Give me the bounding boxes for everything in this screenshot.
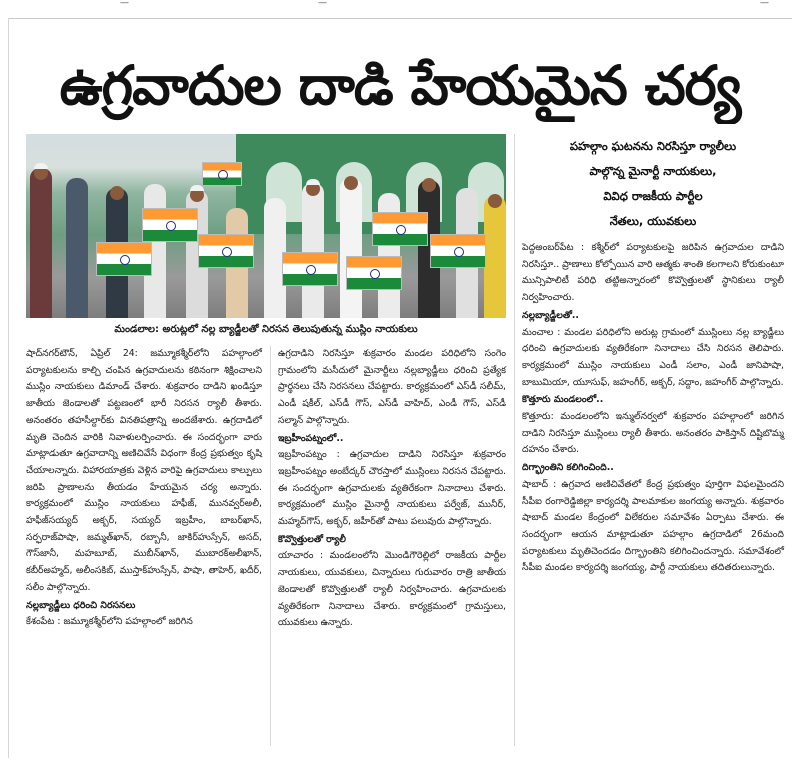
section-title: కొత్తూరు మండలంలో.. [522,394,604,406]
column-rule [270,346,271,746]
subheading [522,134,784,234]
cut-text: — [760,0,769,8]
indian-flag [430,234,486,268]
subheading-line: పహల్గాం ఘటనను నిరసిస్తూ ర్యాలీలు [569,139,737,153]
subheading-line: పాల్గొన్న మైనార్టీ నాయకులు, [589,164,717,178]
indian-flag [346,256,402,290]
section-title: కొవ్వొత్తులతో ర్యాలీ [278,533,346,545]
photo-person [340,178,362,318]
column-rule [514,134,515,746]
cut-text: — [120,0,129,8]
photo-person [30,168,52,318]
photo-head [110,186,124,200]
indian-flag [372,212,428,246]
article-column-3 [522,240,784,577]
photo-person [302,183,324,318]
section-title: నల్లబ్యాడ్జీలు ధరించి నిరసనలు [26,599,136,611]
article-paragraph: కేశంపేట : జమ్మూకశ్మీర్‌లోని పహల్గాంలో జరిగిన [26,616,193,628]
news-photo [26,134,506,318]
subheading-line: వివిధ రాజకీయ పార్టీల [603,189,703,203]
photo-caption: మండలాల: అరుట్లలో నల్ల బ్యాడ్జీలతో నిరసన తెలుపుతున్న ముస్లిం నాయకులు [114,324,418,335]
photo-person [66,178,88,318]
section-title: దిగ్భ్రాంతిని కలిగించింది.. [522,462,614,474]
photo-head [488,194,502,208]
article-column-1 [26,346,262,631]
photo-cap [34,163,48,169]
previous-article-strip [0,0,800,14]
top-rule [8,18,792,19]
article-paragraph: కొత్తూరు: మండలంలోని ఇన్ముల్‌నర్వలో శుక్రవారం పహల్గాంలో జరిగిన దాడిని నిరసిస్తూ ముస్లింలు ర్యాలీ తీశారు. అనంతరం పాకిస్తాన్‌ దిష్టిబొమ్మ దహనం చేశారు. [522,411,784,456]
article-paragraph: ఉగ్రదాడిని నిరసిస్తూ శుక్రవారం మండల పరిధిలోని సంగెం గ్రామంలోని మసీదులో మైనార్టీలు నల్లబ్యాడ్జీలు ధరించి ప్రత్యేక ప్రార్థనలు చేసి నిరసనలు చేపట్టారు. కార్యక్రమంలో ఎస్‌డీ సలీమ్‌, ఎండీ షకీల్‌, ఎస్‌డీ గౌస్‌, ఎస్‌డీ వాహిద్‌, ఎండీ గౌస్‌, ఎస్‌డీ సల్మాన్‌ పాల్గొన్నారు. [278,348,506,426]
indian-flag [142,208,198,242]
article-paragraph: యాచారం : మండలంలోని మొండిగౌరెల్లిలో రాజకీయ పార్టీల నాయకులు, యువకులు, చిన్నారులు గురువారం రాత్రి జాతీయ జెండాలతో కొవ్వొత్తులతో ర్యాలీ నిర్వహించారు. ఉగ్రవాదులకు వ్యతిరేకంగా నినాదాలు చేశారు. కార్యక్రమంలో గ్రామస్తులు, యువకులు ఉన్నారు. [278,550,506,629]
left-rule [8,18,9,758]
article-paragraph: మంచాల : మండల పరిధిలోని అరుట్ల గ్రామంలో ముస్లింలు నల్ల బ్యాడ్జీలు ధరించి ఉగ్రవాదులకు వ్యతిరేకంగా నినాదాలు చేసి నిరసన తెలిపారు. కార్యక్రమంలో ముస్లిం నాయకులు ఎండీ సలాం, ఎండీ జానిపాషా, బాబుమియా, యూసుఫ్‌, జహంగీర్‌, అక్బర్‌, సద్దాం, జహంగీర్‌ పాల్గొన్నారు. [522,326,784,388]
headline: ఉగ్రవాదుల దాడి హేయమైన చర్య [59,54,741,117]
indian-flag [282,252,338,286]
section-title: ఇబ్రహీంపట్నంలో.. [278,432,344,444]
indian-flag [96,242,152,276]
article-column-2 [278,346,506,632]
subheading-line: నేతలు, యువకులు [609,214,697,228]
article-paragraph: ఇబ్రహీంపట్నం : ఉగ్రవాదుల దాడిని నిరసిస్తూ శుక్రవారం ఇబ్రహీంపట్నం అంబేద్కర్‌ చౌరస్తాలో ముస్లింలు నిరసన చేపట్టారు. ఈ సందర్భంగా ఉగ్రవాదులకు వ్యతిరేకంగా నినాదాలు చేశారు. కార్యక్రమంలో ముస్లిం మైనార్టీ నాయకులు పర్వేజ్‌, మునీర్‌, మహ్మద్‌గౌస్‌, అక్బర్‌, జహీర్‌తో పాటు పలువురు పాల్గొన్నారు. [278,449,506,528]
indian-flag [202,162,242,186]
indian-flag [198,234,254,268]
section-title: నల్లబ్యాడ్జీలతో.. [522,309,579,321]
photo-head [344,176,358,190]
article-paragraph: షాద్‌నగర్‌టౌన్‌, ఏప్రిల్‌ 24: జమ్మూకశ్మీర్‌లోని పహల్గాంలో పర్యాటకులను కాల్చి చంపిన ఉగ్రవాదులను కఠినంగా శిక్షించాలని ముస్లిం నాయకులు డిమాండ్‌ చేశారు. శుక్రవారం దాడిని ఖండిస్తూ జాతీయ జెండాలతో పట్టణంలో భారీ నిరసన ర్యాలీ తీశారు. అనంతరం తహసీల్దార్‌కు వినతిపత్రాన్ని అందజేశారు. ఉగ్రదాడిలో మృతి చెందిన వారికి నివాళులర్పించారు. ఈ సందర్భంగా వారు మాట్లాడుతూ ఉగ్రవాదాన్ని అణిచివేసే విధంగా కేంద్ర ప్రభుత్వం కృషి చేయాలన్నారు. విహారయాత్రకు వెళ్లిన వారిపై ఉగ్రవాదులు కాల్పులు జరిపి ప్రాణాలను తీయడం హేయమైన చర్య అన్నారు. కార్యక్రమంలో ముస్లిం నాయకులు హఫీజ్‌, మునవ్వర్‌అలీ, హఫీజ్‌సయ్యద్‌ అక్బర్‌, సయ్యద్‌ ఇబ్రహీం, బాబర్‌ఖాన్‌, సర్ఫరాజ్‌పాషా, జమ్మత్‌ఖాన్‌, రబ్బానీ, జాకిర్‌హుస్సేన్‌, అసద్‌, గౌస్‌జానీ, మహబూబ్‌, ముబీన్‌ఖాన్‌, ముబారక్‌అలీఖాన్‌, కబీర్‌అహ్మద్‌, అలీంసకిబ్‌, ముస్తాక్‌హుస్సేన్‌, పాషా, తాహెర్‌, ఖదీర్‌, సలీం పాల్గొన్నారు. [26,348,262,593]
photo-head [422,178,436,192]
cut-text: — [318,0,327,8]
article-paragraph: పెద్దఅంబర్‌పేట : కశ్మీర్‌లో పర్యాటకులపై జరిపిన ఉగ్రవాదుల దాడిని నిరసిస్తూ.. ప్రాణాలు కోల్పోయిన వారి ఆత్మకు శాంతి కలగాలని కోరుకుంటూ మున్సిపాలిటీ పరిధి తట్టిఅన్నారంలో కొవ్వొత్తులతో స్థానికులు ర్యాలీ నిర్వహించారు. [522,242,784,304]
photo-person [484,196,506,318]
article-paragraph: షాబాద్‌ : ఉగ్రవాద అణిచివేతలో కేంద్ర ప్రభుత్వం పూర్తిగా విఫలమైందని సీపీఐ రంగారెడ్డిజిల్లా కార్యదర్శి పాలమాకుల జంగయ్య అన్నారు. శుక్రవారం షాబాద్‌ మండల కేంద్రంలో విలేకరుల సమావేశం ఏర్పాటు చేశారు. ఈ సందర్భంగా ఆయన మాట్లాడుతూ పహల్గాం ఉగ్రదాడిలో 26మంది పర్యాటకులు మృతిచెందడం దిగ్భ్రాంతిని కలిగించిందన్నారు. సమావేశంలో సీపీఐ మండల కార్యదర్శి జంగయ్య, పార్టీ నాయకులు తదితరులున్నారు. [522,478,784,574]
photo-cap [306,179,320,185]
